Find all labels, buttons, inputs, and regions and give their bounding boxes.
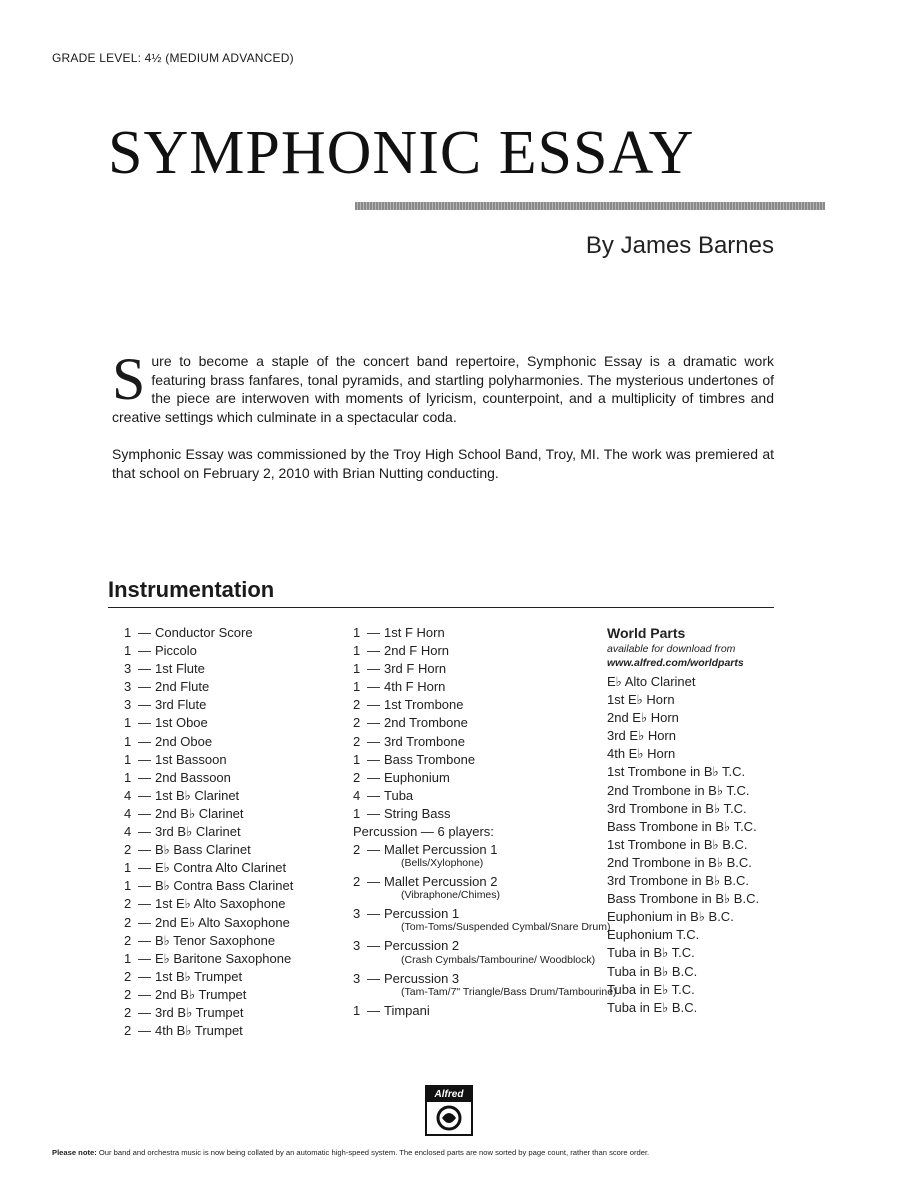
instrument-row: 2 — 4th B♭ Trumpet [124,1022,293,1040]
instrument-count: 3 [353,906,361,922]
world-part-item: 1st Trombone in B♭ B.C. [607,836,748,852]
world-part-item: Bass Trombone in B♭ B.C. [607,891,760,907]
instrument-count: 3 [124,679,132,695]
world-part-item: 2nd Trombone in B♭ B.C. [607,854,752,870]
instrument-count: 2 [124,1004,132,1020]
instrument-row: 2 — 3rd B♭ Trumpet [124,1004,293,1022]
instrument-name: 2nd Oboe [155,733,213,749]
instrument-count: 3 [124,697,132,713]
instrument-name: B♭ Tenor Saxophone [155,932,276,948]
instrument-count: 1 [124,878,132,894]
world-part-item: 4th E♭ Horn [607,746,676,762]
instrument-count: 4 [124,824,132,840]
commission-paragraph: Symphonic Essay was commissioned by the Troy High School Band, Troy, MI. The work was premiered at that school on February 2, 2010 with Brian Nutting conducting. [112,446,774,481]
instrument-name: 3rd Flute [155,697,207,713]
instrument-row: 2 — Mallet Percussion 2 [353,873,617,891]
instrument-row: 3 — 1st Flute [124,660,293,678]
footer-label: Please note: [52,1148,97,1157]
instrument-name: 2nd F Horn [384,643,450,659]
world-part-item: Euphonium in B♭ B.C. [607,909,734,925]
instrument-count: 1 [124,733,132,749]
instrument-count: 2 [353,769,361,785]
instrument-count: 1 [124,625,132,640]
instrument-name: 2nd Bassoon [155,769,231,785]
world-part-item: Bass Trombone in B♭ T.C. [607,818,757,834]
instrument-count: 1 [124,950,132,966]
world-parts-column [607,624,759,1017]
world-parts-link[interactable]: www.alfred.com/worldparts [607,657,744,669]
instrument-row: 2 — 3rd Trombone [353,733,617,751]
instrument-name: 1st Oboe [155,715,208,731]
instrument-count: 2 [124,968,132,984]
instrument-name: 1st F Horn [384,625,445,640]
percussion-detail: (Bells/Xylophone) [401,857,484,870]
instrument-row: 2 — Euphonium [353,769,617,787]
instrument-row: 3 — Percussion 3 [353,970,617,988]
instrument-row: 1 — 2nd F Horn [353,642,617,660]
world-parts-availability: available for download from [607,643,736,655]
instrument-name: 3rd B♭ Trumpet [155,1004,244,1020]
instrument-name: 2nd Trombone [384,715,468,731]
instrument-count: 2 [353,697,361,713]
instrument-count: 3 [124,661,132,677]
instrument-name: Mallet Percussion 2 [384,874,498,890]
instrument-row: 3 — 2nd Flute [124,678,293,696]
instrument-name: 1st E♭ Alto Saxophone [155,896,286,912]
instrument-row: 2 — 2nd E♭ Alto Saxophone [124,914,293,932]
instrument-row: 1 — 1st Bassoon [124,751,293,769]
instrument-count: 1 [353,625,361,640]
alfred-logo [425,1085,473,1136]
world-part-item: 3rd Trombone in B♭ T.C. [607,800,747,816]
footer-text: Our band and orchestra music is now being collated by an automatic high-speed system. The enclosed parts are now sorted by page count, rather than score order. [98,1148,650,1157]
instrument-row: 3 — Percussion 1 [353,905,617,923]
instrument-name: B♭ Bass Clarinet [155,842,251,858]
instrument-name: 2nd B♭ Trumpet [155,986,247,1002]
percussion-detail: (Crash Cymbals/Tambourine/ Woodblock) [401,953,596,966]
percussion-detail: (Vibraphone/Chimes) [401,889,501,902]
instrument-count: 1 [353,661,361,677]
instrument-count: 1 [124,751,132,767]
instrument-name: Piccolo [155,643,197,659]
instrument-row: 4 — 1st B♭ Clarinet [124,787,293,805]
instrument-name: 1st Bassoon [155,751,227,767]
world-part-item: 3rd E♭ Horn [607,728,676,744]
instrument-row: 2 — Mallet Percussion 1 [353,841,617,859]
instrument-row: 1 — Bass Trombone [353,751,617,769]
instrument-count: 2 [124,896,132,912]
instrumentation-divider [108,607,774,608]
instrument-row: 3 — Percussion 2 [353,937,617,955]
instrument-count: 1 [124,643,132,659]
instrument-count: 2 [124,932,132,948]
percussion-heading: Percussion — 6 players: [353,824,494,840]
instrument-count: 1 [124,860,132,876]
instrument-count: 4 [353,787,361,803]
instrument-count: 1 [353,751,361,767]
drop-cap: S [112,346,146,412]
instrument-name: 1st Flute [155,661,205,677]
instrument-name: Percussion 2 [384,938,460,954]
instrument-count: 2 [124,842,132,858]
world-part-item: 1st E♭ Horn [607,692,675,708]
instrument-name: Conductor Score [155,625,253,640]
instrument-row: 1 — B♭ Contra Bass Clarinet [124,877,293,895]
instrument-count: 2 [353,715,361,731]
instrument-row: 1 — 3rd F Horn [353,660,617,678]
instrument-name: 3rd F Horn [384,661,447,677]
instrument-row: 1 — 1st Oboe [124,714,293,732]
world-part-item: Tuba in E♭ T.C. [607,981,695,997]
instrument-name: Percussion 3 [384,970,460,986]
alfred-logo-icon [433,1105,465,1131]
instrument-row: 3 — 3rd Flute [124,696,293,714]
instrument-name: Tuba [384,787,414,803]
instrument-row: 2 — B♭ Bass Clarinet [124,841,293,859]
instrument-count: 2 [353,874,361,890]
instrument-row: 4 — 2nd B♭ Clarinet [124,805,293,823]
world-parts-heading: World Parts [607,625,686,641]
instrument-count: 3 [353,970,361,986]
instrument-name: Bass Trombone [384,751,476,767]
instrument-count: 1 [353,643,361,659]
instrument-count: 3 [353,938,361,954]
instrument-name: 2nd E♭ Alto Saxophone [155,914,290,930]
instrument-name: Mallet Percussion 1 [384,842,498,858]
instrument-row: 1 — E♭ Baritone Saxophone [124,950,293,968]
world-part-item: 2nd E♭ Horn [607,710,679,726]
instrument-row: 1 — Conductor Score [124,624,293,642]
instrument-row: 4 — 3rd B♭ Clarinet [124,823,293,841]
instrument-row: 2 — 1st B♭ Trumpet [124,968,293,986]
instrument-row: 1 — 2nd Bassoon [124,769,293,787]
percussion-detail: (Tam-Tam/7" Triangle/Bass Drum/Tambourine) [401,985,617,998]
instrument-name: 2nd B♭ Clarinet [155,805,244,821]
instrument-count: 2 [353,733,361,749]
instrument-name: 3rd Trombone [384,733,465,749]
intro-text: ure to become a staple of the concert band repertoire, Symphonic Essay is a dramatic work featuring brass fanfares, tonal pyramids, and startling polyharmonies. The mysterious undertones of the piece are interwoven with moments of lyricism, counterpoint, and a multiplicity of timbres and creative settings which culminate in a spectacular coda. [112,353,774,425]
instrument-row: 4 — Tuba [353,787,617,805]
instrumentation-heading: Instrumentation [108,577,275,602]
instrument-count: 2 [124,914,132,930]
instrument-name: 1st B♭ Trumpet [155,968,243,984]
instrument-name: Percussion 1 [384,906,460,922]
instrument-name: 1st Trombone [384,697,464,713]
composer-byline: By James Barnes [585,232,774,259]
instrument-count: 1 [124,715,132,731]
instrument-name: Timpani [384,1002,430,1018]
title-divider [355,202,825,210]
world-part-item: 3rd Trombone in B♭ B.C. [607,873,749,889]
instrument-name: String Bass [384,805,451,821]
world-part-item: Tuba in B♭ T.C. [607,945,695,961]
instrument-count: 2 [124,1023,132,1039]
instrument-row: 1 — E♭ Contra Alto Clarinet [124,859,293,877]
instrument-name: 3rd B♭ Clarinet [155,824,241,840]
grade-level: GRADE LEVEL: 4½ (MEDIUM ADVANCED) [52,51,294,65]
instrument-count: 1 [353,805,361,821]
instrument-name: E♭ Contra Alto Clarinet [155,860,287,876]
instrument-column-1 [124,624,293,1040]
world-part-item: Tuba in B♭ B.C. [607,963,698,979]
instrument-count: 4 [124,787,132,803]
instrument-column-2 [353,624,617,1020]
instrument-count: 2 [353,842,361,858]
instrument-row: 1 — Timpani [353,1002,617,1020]
instrument-row: 2 — B♭ Tenor Saxophone [124,932,293,950]
instrument-row: 2 — 1st Trombone [353,696,617,714]
intro-paragraph [112,346,774,426]
instrument-row: 1 — 1st F Horn [353,624,617,642]
world-part-item: Euphonium T.C. [607,927,700,943]
instrument-name: E♭ Baritone Saxophone [155,950,292,966]
alfred-logo-text: Alfred [427,1087,471,1102]
page-title: SYMPHONIC ESSAY [108,119,695,187]
instrument-count: 1 [124,769,132,785]
world-part-item: 1st Trombone in B♭ T.C. [607,764,746,780]
instrument-name: 2nd Flute [155,679,210,695]
world-part-item: 2nd Trombone in B♭ T.C. [607,782,750,798]
instrument-count: 1 [353,679,361,695]
instrument-row: 2 — 2nd B♭ Trumpet [124,986,293,1004]
instrument-count: 2 [124,986,132,1002]
instrument-name: 1st B♭ Clarinet [155,787,240,803]
instrument-count: 4 [124,805,132,821]
world-part-item: Tuba in E♭ B.C. [607,999,698,1015]
instrument-name: B♭ Contra Bass Clarinet [155,878,294,894]
world-part-item: E♭ Alto Clarinet [607,674,696,689]
instrument-row: 1 — String Bass [353,805,617,823]
instrument-name: Euphonium [384,769,450,785]
instrument-row: 1 — 2nd Oboe [124,733,293,751]
instrument-row: 1 — 4th F Horn [353,678,617,696]
instrument-name: 4th F Horn [384,679,446,695]
instrument-row: 1 — Piccolo [124,642,293,660]
percussion-detail: (Tom-Toms/Suspended Cymbal/Snare Drum) [401,921,611,934]
instrument-name: 4th B♭ Trumpet [155,1023,243,1039]
instrument-row: 2 — 1st E♭ Alto Saxophone [124,895,293,913]
footer-note [52,1148,852,1157]
instrument-count: 1 [353,1002,361,1018]
instrument-row: 2 — 2nd Trombone [353,714,617,732]
